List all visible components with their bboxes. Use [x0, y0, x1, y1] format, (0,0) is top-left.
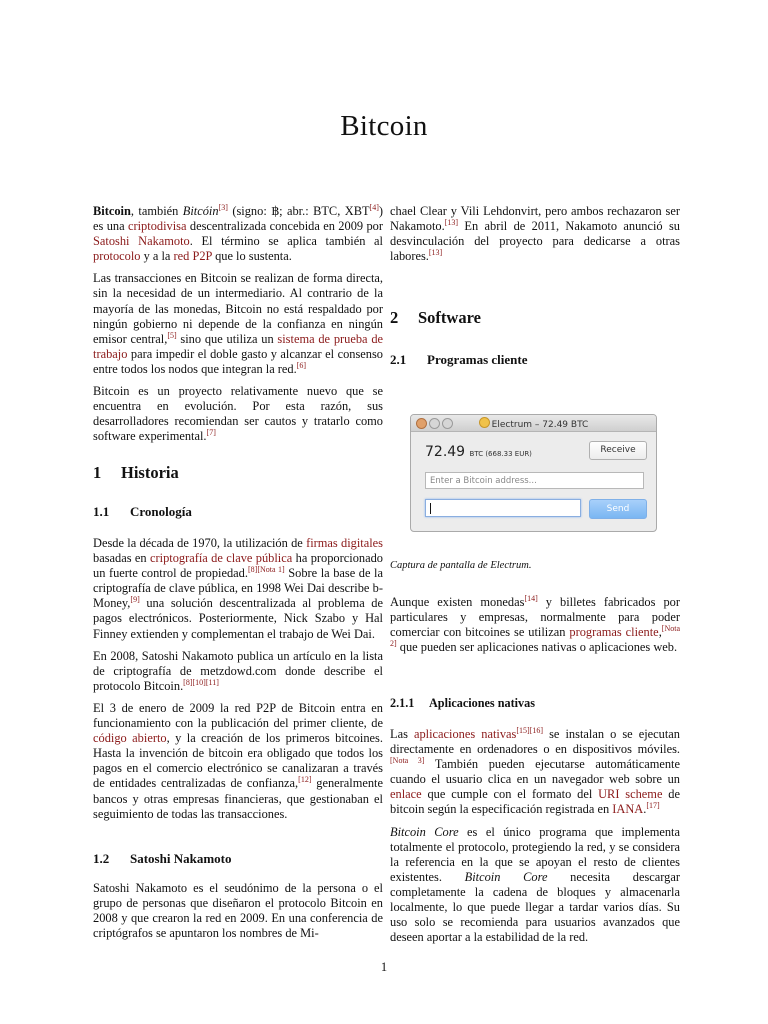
reference-link[interactable]: [Nota 2]	[390, 624, 681, 649]
reference-link[interactable]: [3]	[218, 202, 228, 212]
text: (signo: ฿; abr.: BTC, XBT	[227, 204, 370, 218]
text: También pueden ejecutarse automáticamente cuando el usuario clica en un navegador web sobre un	[390, 757, 680, 787]
text: chael Clear y Vili Lehdonvirt, pero ambos rechazaron ser Nakamoto.	[390, 204, 680, 234]
section-title: Aplicaciones nativas	[429, 696, 535, 710]
link-firmas-digitales[interactable]: firmas digitales	[306, 536, 383, 550]
link-codigo-abierto[interactable]: código abierto	[93, 731, 167, 746]
text: y billetes fabricados por particulares y empresas, normalmente para poder comerciar con bitcoines se utilizan	[390, 595, 680, 640]
reference-link[interactable]: [17]	[646, 801, 660, 811]
text: .	[643, 802, 647, 817]
nativas-section	[390, 727, 680, 952]
reference-link[interactable]: [8][10][11]	[183, 677, 219, 687]
term-bitcoin-core: Bitcoin Core	[390, 824, 459, 839]
paragraph-satoshi	[93, 881, 383, 941]
link-aplicaciones-nativas[interactable]: aplicaciones nativas	[413, 727, 517, 741]
text: necesita descargar completamente la cadena de bloques y almacenarla localmente, lo que puede llegar a tardar varios días. Su uso solo se recomienda para usuarios avanzados que deseen aportar a la estabilidad de la red.	[390, 869, 680, 945]
text: , y la creación de los primeros bitcoines. Hasta la invención de bitcoin era obligado que todos los pagos en el comercio electrónico se canalizaran a través de entidades centralizadas de confianza,	[93, 731, 383, 791]
section-number: 2.1.1	[390, 696, 415, 710]
link-uri-scheme[interactable]: URI scheme	[598, 787, 663, 802]
text: ,	[658, 625, 662, 640]
text: En abril de 2011, Nakamoto anunció su desvinculación del proyecto para dedicarse a otras labores.	[390, 219, 680, 264]
text-caret	[430, 503, 431, 514]
text: Desde la década de 1970, la utilización de	[93, 536, 307, 550]
link-enlace[interactable]: enlace	[390, 787, 422, 802]
window-titlebar	[411, 415, 656, 432]
text: Bitcoin es un proyecto relativamente nuevo que se encuentra en evolución. Por esta razón, sus desarrolladores recomiendan ser cautos y tratarlo como software experimental.	[93, 384, 383, 444]
term-bitcoin-alt: Bitcóin	[182, 204, 219, 218]
section-number: 1.1	[93, 504, 110, 519]
intro-section	[93, 204, 383, 451]
section-title: Cronología	[130, 504, 192, 519]
heading-satoshi-nakamoto	[93, 851, 232, 866]
text: que cumple con el formato del	[421, 787, 599, 802]
reference-link[interactable]: [5]	[167, 330, 177, 340]
amount-input[interactable]	[425, 499, 581, 517]
continuation-section	[390, 204, 680, 271]
link-criptodivisa[interactable]: criptodivisa	[127, 219, 187, 234]
reference-link[interactable]: [14]	[524, 593, 538, 603]
reference-link[interactable]: [13]	[444, 217, 459, 227]
text: , también	[130, 204, 183, 218]
window-title-text: Electrum – 72.49 BTC	[491, 420, 589, 430]
send-button[interactable]: Send	[589, 499, 647, 519]
reference-link[interactable]: [4]	[369, 202, 379, 212]
link-sistema-prueba-trabajo[interactable]: sistema de prueba de trabajo	[93, 331, 384, 361]
figure-caption: Captura de pantalla de Electrum.	[390, 560, 532, 571]
text: que lo sustenta.	[211, 249, 292, 264]
receive-button[interactable]: Receive	[589, 441, 647, 460]
balance-amount: 72.49	[425, 444, 466, 460]
cronologia-section	[93, 536, 383, 829]
term-bitcoin: Bitcoin	[93, 204, 131, 218]
reference-link[interactable]: [Nota 3]	[390, 756, 425, 766]
paragraph-2009	[93, 701, 383, 822]
section-number: 1.2	[93, 851, 110, 866]
window-title	[411, 417, 656, 430]
page-title: Bitcoin	[340, 110, 428, 142]
link-iana[interactable]: IANA	[612, 802, 644, 817]
text: Las transacciones en Bitcoin se realizan de forma directa, sin la necesidad de un intermediario. Al contrario de la mayoría de las monedas, Bitcoin no está respaldado por ningún gobierno ni depende de la confianza en ningún emisor central,	[93, 271, 383, 346]
wallet-balance	[425, 444, 532, 460]
text: El 3 de enero de 2009 la red P2P de Bitcoin entra en funcionamiento con la publicación del primer cliente, de	[93, 700, 383, 731]
heading-software	[390, 310, 481, 325]
text: y a la	[140, 249, 174, 264]
text: . El término se aplica también al	[189, 234, 383, 249]
paragraph-intro	[93, 204, 383, 264]
reference-link[interactable]: [15][16]	[516, 725, 544, 735]
heading-aplicaciones-nativas	[390, 696, 535, 711]
text: Sobre la base de la criptografía de clave pública, en 1998 Wei Dai describe b-Money,	[93, 566, 383, 611]
bitcoin-address-input[interactable]: Enter a Bitcoin address...	[425, 472, 644, 489]
reference-link[interactable]: [8][Nota 1]	[247, 565, 285, 575]
text: ha proporcionado un fuerte control de propiedad.	[93, 551, 383, 581]
paragraph-monedas	[390, 595, 680, 655]
paragraph-proyecto	[93, 384, 383, 444]
text: basadas en	[93, 551, 150, 566]
section-title: Historia	[121, 463, 179, 482]
text: Aunque existen monedas	[390, 595, 525, 609]
paragraph-continuation	[390, 204, 680, 264]
reference-link[interactable]: [6]	[296, 360, 307, 370]
text: sino que utiliza un	[176, 331, 278, 346]
link-programas-cliente[interactable]: programas cliente	[569, 625, 659, 640]
paragraph-nativas	[390, 727, 680, 818]
page-number: 1	[380, 960, 388, 974]
paragraph-transacciones	[93, 271, 383, 377]
text: una solución descentralizada al problema de pagos electrónicos. Posteriormente, Nick Szabo y Hal Finney extienden y complementan el trabajo de Wei Dai.	[93, 596, 383, 641]
section-number: 1	[93, 463, 102, 482]
link-protocolo[interactable]: protocolo	[93, 249, 141, 264]
text: Las	[390, 727, 414, 741]
bitcoin-coin-icon	[479, 417, 490, 428]
reference-link[interactable]: [13]	[428, 248, 443, 258]
text: es el único programa que implementa totalmente el protocolo, protegiendo la red, y se considera la referencia en la que se apoyan el resto de clientes existentes.	[390, 824, 680, 884]
reference-link[interactable]: [12]	[298, 775, 312, 785]
term-bitcoin-core: Bitcoin Core	[464, 869, 548, 884]
section-title: Satoshi Nakamoto	[130, 851, 232, 866]
reference-link[interactable]: [9]	[130, 595, 140, 605]
text: de bitcoin según la especificación registrada en	[390, 787, 680, 817]
text: generalmente bancos y otras empresas financieras, que gestionaban el seguimiento de todas las transacciones.	[93, 776, 383, 821]
text: se instalan o se ejecutan directamente en ordenadores o en dispositivos móviles.	[390, 727, 681, 757]
balance-detail: BTC (668.33 EUR)	[469, 450, 532, 458]
paragraph-2008	[93, 649, 383, 694]
section-number: 2	[390, 308, 399, 327]
window-body	[411, 432, 656, 531]
link-satoshi-nakamoto[interactable]: Satoshi Nakamoto	[93, 234, 190, 249]
text: ) es una	[93, 204, 383, 234]
section-title: Software	[418, 308, 481, 327]
heading-historia	[93, 465, 179, 480]
link-red-p2p[interactable]: red P2P	[173, 249, 212, 264]
text: En 2008, Satoshi Nakamoto publica un artículo en la lista de criptografía de metzdowd.com donde describe el protocolo Bitcoin.	[93, 648, 383, 693]
electrum-window	[410, 414, 657, 532]
programas-section	[390, 595, 680, 662]
text: descentralizada concebida en 2009 por	[186, 219, 383, 234]
text: Satoshi Nakamoto es el seudónimo de la persona o el grupo de personas que diseñaron el protocolo Bitcoin en 2008 y que crearon la red en 2009. En una conferencia de criptógrafos se apuntaron los nombres de Mi-	[93, 881, 383, 941]
reference-link[interactable]: [7]	[206, 428, 216, 438]
link-criptografia-clave-publica[interactable]: criptografía de clave pública	[150, 551, 293, 566]
heading-cronologia	[93, 504, 192, 519]
paragraph-firmas	[93, 536, 383, 642]
heading-programas-cliente	[390, 352, 527, 367]
satoshi-section	[93, 881, 383, 948]
section-title: Programas cliente	[427, 352, 528, 367]
paragraph-bitcoin-core	[390, 825, 680, 946]
text: que pueden ser aplicaciones nativas o aplicaciones web.	[396, 640, 678, 655]
text: para impedir el doble gasto y alcanzar el consenso entre todos los nodos que integran la red.	[93, 346, 383, 376]
section-number: 2.1	[390, 352, 407, 367]
